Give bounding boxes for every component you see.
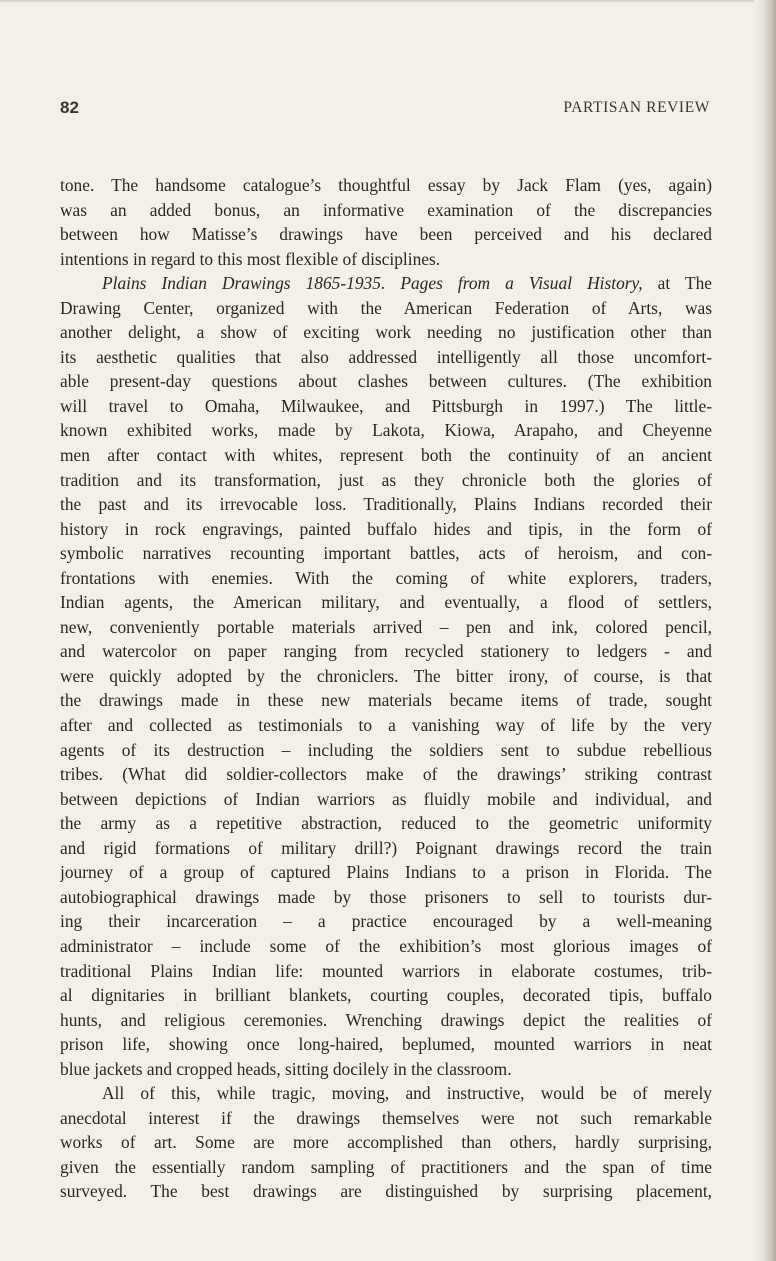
text-line: Drawing Center, organized with the American Federation of Arts, was — [60, 297, 712, 318]
text-line: agents of its destruction – including the soldiers sent to subdue rebellious — [60, 739, 712, 760]
text-line: traditional Plains Indian life: mounted warriors in elaborate costumes, trib- — [60, 960, 712, 981]
text-line: between how Matisse’s drawings have been perceived and his declared — [60, 224, 712, 245]
text-line: and watercolor on paper ranging from recycled stationery to ledgers - and — [60, 641, 712, 662]
text-line: All of this, while tragic, moving, and instructive, would be of merely — [102, 1083, 712, 1104]
text-line: prison life, showing once long-haired, beplumed, mounted warriors in neat — [60, 1034, 712, 1055]
text-line: and rigid formations of military drill?) Poignant drawings record the train — [60, 837, 712, 858]
text-line: tribes. (What did soldier-collectors make of the drawings’ striking contrast — [60, 764, 712, 785]
page-header — [60, 96, 710, 120]
text-line: anecdotal interest if the drawings themselves were not such remarkable — [60, 1107, 712, 1128]
text-line: was an added bonus, an informative examination of the discrepancies — [60, 199, 712, 220]
text-line: frontations with enemies. With the coming of white explorers, traders, — [60, 567, 712, 588]
text-line: the past and its irrevocable loss. Traditionally, Plains Indians recorded their — [60, 494, 712, 515]
page-number: 82 — [60, 98, 79, 117]
exhibition-title: Plains Indian Drawings 1865-1935. Pages from a Visual History, — [102, 273, 643, 294]
text-line: ing their incarceration – a practice encouraged by a well-meaning — [60, 911, 712, 932]
text-line: new, conveniently portable materials arrived – pen and ink, colored pencil, — [60, 616, 712, 637]
page-gutter-shadow — [754, 0, 776, 1261]
text-line: al dignitaries in brilliant blankets, courting couples, decorated tipis, buffalo — [60, 985, 712, 1006]
text-line: the drawings made in these new materials became items of trade, sought — [60, 690, 712, 711]
text-line: hunts, and religious ceremonies. Wrenching drawings depict the realities of — [60, 1009, 712, 1030]
text-line: Indian agents, the American military, and eventually, a flood of settlers, — [60, 592, 712, 613]
article-body — [60, 173, 712, 1204]
text-line: blue jackets and cropped heads, sitting docilely in the classroom. — [60, 1058, 512, 1079]
text-fragment: at The — [642, 273, 712, 294]
text-line — [60, 271, 712, 296]
text-line: works of art. Some are more accomplished than others, hardly surprising, — [60, 1132, 712, 1153]
text-line: journey of a group of captured Plains Indians to a prison in Florida. The — [60, 862, 712, 883]
text-line: its aesthetic qualities that also addressed intelligently all those uncomfort- — [60, 346, 712, 367]
text-line: after and collected as testimonials to a vanishing way of life by the very — [60, 715, 712, 736]
text-line: given the essentially random sampling of practitioners and the span of time — [60, 1156, 712, 1177]
page-top-edge — [0, 0, 776, 3]
text-line: tone. The handsome catalogue’s thoughtful essay by Jack Flam (yes, again) — [60, 175, 712, 195]
text-line: men after contact with whites, represent both the continuity of an ancient — [60, 445, 712, 466]
text-line: will travel to Omaha, Milwaukee, and Pittsburgh in 1997.) The little- — [60, 395, 712, 416]
text-line: able present-day questions about clashes between cultures. (The exhibition — [60, 371, 712, 392]
text-line: tradition and its transformation, just as they chronicle both the glories of — [60, 469, 712, 490]
text-line: autobiographical drawings made by those prisoners to sell to tourists dur- — [60, 886, 712, 907]
text-line: known exhibited works, made by Lakota, Kiowa, Arapaho, and Cheyenne — [60, 420, 712, 441]
text-line: intentions in regard to this most flexible of disciplines. — [60, 248, 441, 269]
running-head: PARTISAN REVIEW — [563, 99, 710, 116]
text-line: between depictions of Indian warriors as fluidly mobile and individual, and — [60, 788, 712, 809]
text-line: administrator – include some of the exhibition’s most glorious images of — [60, 935, 712, 956]
text-line: were quickly adopted by the chroniclers. The bitter irony, of course, is that — [60, 665, 712, 686]
text-line: history in rock engravings, painted buffalo hides and tipis, in the form of — [60, 518, 712, 539]
text-line: another delight, a show of exciting work needing no justification other than — [60, 322, 712, 343]
text-line: symbolic narratives recounting important battles, acts of heroism, and con- — [60, 543, 712, 564]
text-line: surveyed. The best drawings are distinguished by surprising placement, — [60, 1181, 712, 1202]
text-line: the army as a repetitive abstraction, reduced to the geometric uniformity — [60, 813, 712, 834]
